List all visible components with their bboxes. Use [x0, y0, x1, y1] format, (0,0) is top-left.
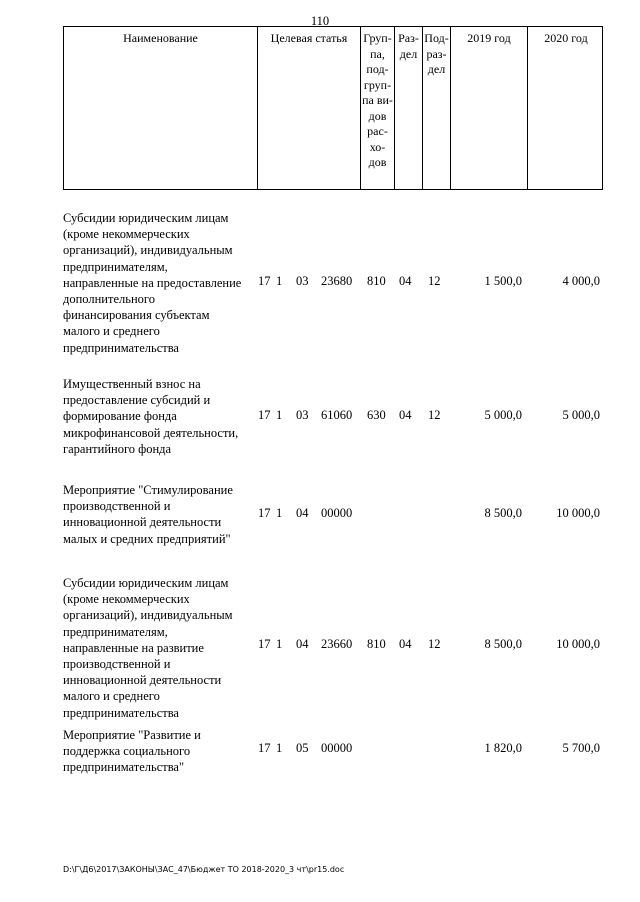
target-code-direction: 23680 [321, 274, 353, 288]
target-code-program: 17 [258, 274, 271, 288]
amount-2019: 1 500,0 [484, 274, 522, 288]
page-number: 110 [310, 14, 330, 28]
file-path-footer: D:\Г\Д6\2017\ЗАКОНЫ\ЗАС_47\Бюджет ТО 2018-2020_3 чт\pr15.doc [63, 865, 345, 874]
target-code-direction: 00000 [321, 506, 353, 520]
table-row [0, 206, 640, 356]
section: 04 [399, 637, 412, 651]
section: 04 [399, 408, 412, 422]
table-row [0, 478, 640, 553]
subsection: 12 [428, 637, 441, 651]
amount-2019: 1 820,0 [484, 741, 522, 755]
table-row [0, 723, 640, 783]
amount-2020: 4 000,0 [562, 274, 600, 288]
table-row [0, 372, 640, 462]
amount-2019: 5 000,0 [484, 408, 522, 422]
header-section: Раз- дел [394, 27, 422, 189]
target-code-program: 17 [258, 637, 271, 651]
target-code-direction: 00000 [321, 741, 353, 755]
header-year-2020: 2020 год [527, 27, 604, 189]
amount-2019: 8 500,0 [484, 637, 522, 651]
target-code-subprogram: 1 [276, 408, 283, 422]
subsection: 12 [428, 274, 441, 288]
amount-2020: 5 000,0 [562, 408, 600, 422]
amount-2020: 10 000,0 [556, 506, 600, 520]
section: 04 [399, 274, 412, 288]
amount-2020: 5 700,0 [562, 741, 600, 755]
target-code-subprogram: 1 [276, 274, 283, 288]
expense-group: 630 [367, 408, 386, 422]
expense-group: 810 [367, 274, 386, 288]
row-name: Мероприятие "Развитие и поддержка социального предпринимательства" [63, 728, 201, 775]
header-name: Наименование [123, 31, 198, 45]
header-subsection: Под- раз- дел [422, 27, 450, 189]
amount-2020: 10 000,0 [556, 637, 600, 651]
subsection: 12 [428, 408, 441, 422]
table-row [0, 571, 640, 721]
row-name: Субсидии юридическим лицам (кроме некоммерческих организаций), индивидуальным предпринимателям, направленные на предоставление дополнительного финансирования субъектам малого и среднего предпринимательства [63, 211, 242, 355]
target-code-subprogram: 1 [276, 637, 283, 651]
header-expense-group: Груп- па, под- груп- па ви- дов рас- хо- дов [360, 27, 394, 189]
row-name: Мероприятие "Стимулирование производственной и инновационной деятельности малых и средних предприятий" [63, 483, 233, 546]
row-name: Имущественный взнос на предоставление субсидий и формирование фонда микрофинансовой деятельности, гарантийного фонда [63, 377, 239, 456]
target-code-event: 03 [296, 408, 309, 422]
target-code-program: 17 [258, 408, 271, 422]
target-code-direction: 61060 [321, 408, 353, 422]
target-code-event: 03 [296, 274, 309, 288]
target-code-subprogram: 1 [276, 741, 283, 755]
expense-group: 810 [367, 637, 386, 651]
header-year-2019: 2019 год [450, 27, 527, 189]
target-code-event: 05 [296, 741, 309, 755]
target-code-program: 17 [258, 741, 271, 755]
target-code-subprogram: 1 [276, 506, 283, 520]
table-header [63, 26, 603, 190]
target-code-event: 04 [296, 637, 309, 651]
target-code-direction: 23660 [321, 637, 353, 651]
amount-2019: 8 500,0 [484, 506, 522, 520]
target-code-event: 04 [296, 506, 309, 520]
target-code-program: 17 [258, 506, 271, 520]
row-name: Субсидии юридическим лицам (кроме некоммерческих организаций), индивидуальным предпринимателям, направленные на развитие производственной и инновационной деятельности малого и среднего предпринимательства [63, 576, 233, 720]
header-target-article: Целевая статья [257, 27, 360, 189]
